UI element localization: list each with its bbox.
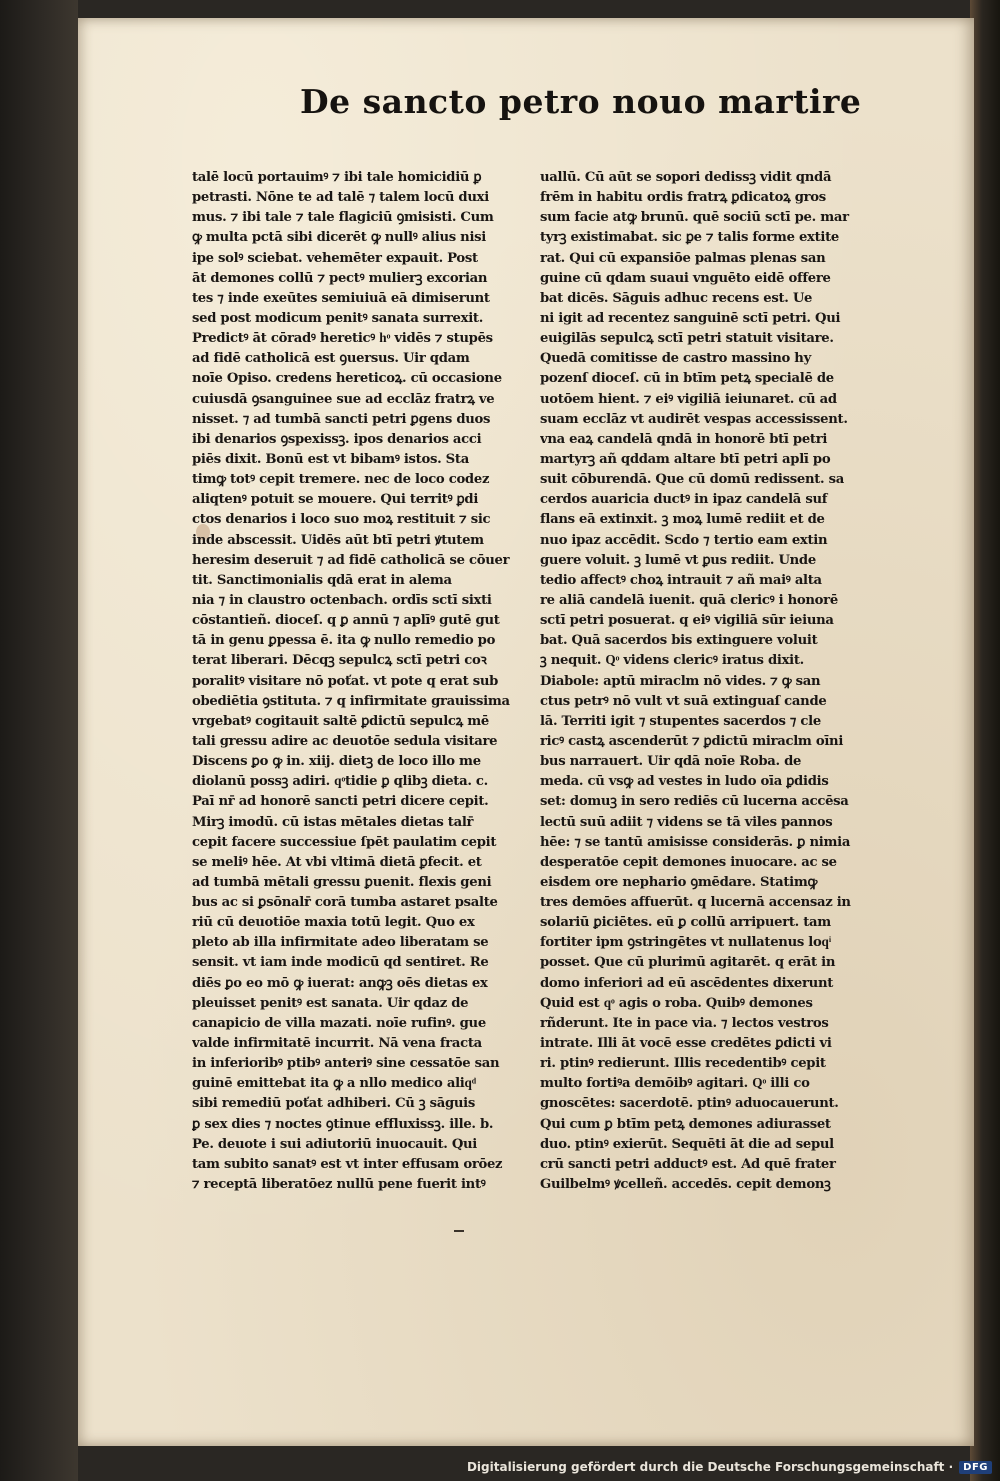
text-line: se meliꝰ hēe. At vbi vltimā dietā ꝑfecit. et — [192, 854, 482, 870]
text-line: uotōem hient. ⁊ eiꝰ vigiliā ieiunaret. cū ad — [540, 391, 837, 407]
text-line: nisset. ⁊ ad tumbā sancti petri ꝑgens duos — [192, 411, 491, 427]
text-line: suam ecclāz vt audirēt vespas accessissent. — [540, 411, 848, 427]
text-line: ꝑ sex dies ⁊ noctes ꝯtinue effluxissꝫ. ille. b. — [192, 1116, 494, 1132]
text-line: ꝫ nequit. Qͦ videns clericꝰ iratus dixit. — [540, 653, 804, 669]
running-head: De sancto petro nouo martire — [300, 82, 862, 121]
text-line: mus. ⁊ ibi tale ⁊ tale flagiciū ꝯmisisti. Cum — [192, 210, 494, 226]
text-line: fortiter ipm ꝯstringētes vt nullatenus loqͥ — [540, 935, 831, 951]
text-line: bus narrauert. Uir qdā noīe Roba. de — [540, 754, 802, 770]
text-line: Paī nr̄ ad honorē sancti petri dicere cepit. — [192, 794, 489, 810]
text-line: ctos denarios i loco suo moꝝ restituit ⁊ sic — [192, 512, 491, 528]
text-line: vrgebatꝰ cogitauit saltē ꝑdictū sepulcꝝ mē — [192, 713, 489, 729]
text-line: ad fidē catholicā est ꝯuersus. Uir qdam — [192, 351, 470, 367]
text-line: tedio affectꝰ choꝝ intrauit ⁊ añ maiꝰ alta — [540, 572, 822, 588]
text-line: vna eaꝝ candelā qndā in honorē btī petri — [540, 431, 828, 447]
text-line: ctus petrꝰ nō vult vt suā extinguaſ cande — [540, 693, 827, 709]
scan-background-left — [0, 0, 78, 1481]
text-line: eisdem ore nephario ꝯmēdare. Statimꝙ — [540, 874, 818, 890]
text-line: Quedā comitisse de castro massino hy — [540, 351, 811, 367]
text-line: Quid est qͦ agis o roba. Quibꝰ demones — [540, 995, 813, 1011]
text-line: obediētia ꝯstituta. ⁊ q infirmitate grauissima — [192, 693, 510, 709]
text-line: multo fortiꝰa demōibꝰ agitari. Qͦ illi co — [540, 1076, 810, 1092]
digitization-footer — [467, 1457, 992, 1477]
text-line: set: domuꝫ in sero rediēs cū lucerna accēsa — [540, 794, 849, 810]
text-line: guere voluit. ꝫ lumē vt ꝑus rediit. Unde — [540, 552, 816, 568]
text-line: guine cū qdam suaui vnguēto eidē offere — [540, 270, 831, 286]
text-line: domo inferiori ad eū ascēdentes dixerunt — [540, 975, 834, 991]
text-line: Mirꝫ imodū. cū istas mētales dietas talr̄ — [192, 814, 474, 830]
text-line: diolanū possꝫ adiri. qͦtidie ꝑ qlibꝫ dieta. c. — [192, 774, 488, 790]
text-line: diēs ꝑo eo mō ꝙ iuerat: anꝙꝫ oēs dietas ex — [192, 975, 488, 991]
text-line: tres demōes affuerūt. q lucernā accensaz in — [540, 895, 851, 911]
text-line: ad tumbā mētali gressu ꝑuenit. flexis geni — [192, 874, 492, 890]
text-line: Discens ꝑo ꝙ in. xiij. dietꝫ de loco illo me — [192, 754, 481, 770]
text-line: crū sancti petri adductꝰ est. Ad quē frater — [540, 1156, 836, 1172]
text-line: ri. ptinꝰ redierunt. Illis recedentibꝰ cepit — [540, 1056, 826, 1072]
text-line: duo. ptinꝰ exierūt. Sequēti āt die ad sepul — [540, 1136, 834, 1152]
text-line: lā. Territi igit ⁊ stupentes sacerdos ⁊ cle — [540, 713, 821, 729]
text-line: tyrꝫ existimabat. sic ꝑe ⁊ talis forme extite — [540, 230, 839, 246]
column-end-mark — [454, 1230, 464, 1232]
text-line: canapicio de villa mazati. noīe rufinꝰ. gue — [192, 1015, 486, 1031]
text-line: nia ⁊ in claustro octenbach. ordīs sctī sixti — [192, 592, 492, 608]
text-column-left — [192, 168, 528, 1195]
text-line: pleuisset penitꝰ est sanata. Uir qdaz de — [192, 995, 469, 1011]
text-line: meda. cū vsꝙ ad vestes in ludo oīa ꝑdidis — [540, 774, 829, 790]
text-line: gnoscētes: sacerdotē. ptinꝰ aduocauerunt. — [540, 1096, 839, 1112]
text-line: Pe. deuote i sui adiutoriū inuocauit. Qui — [192, 1136, 478, 1152]
footer-text: Digitalisierung gefördert durch die Deutsche Forschungsgemeinschaft · — [466, 1460, 954, 1474]
text-line: sensit. vt iam inde modicū qd sentiret. Re — [192, 955, 489, 971]
text-line: bat. Quā sacerdos bis extinguere voluit — [540, 633, 818, 649]
text-line: sed post modicum penitꝰ sanata surrexit. — [192, 310, 484, 326]
text-line: uallū. Cū aūt se sopori dedissꝫ vidit qndā — [540, 170, 832, 185]
text-line: pozenſ dioceſ. cū in btīm petꝝ specialē de — [540, 371, 834, 387]
text-line: nuo ipaz accēdit. Scdo ⁊ tertio eam extin — [540, 532, 828, 548]
text-line: desperatōe cepit demones inuocare. ac se — [540, 854, 837, 870]
text-line: ricꝰ castꝝ ascenderūt ⁊ ꝑdictū miraclm oīni — [540, 733, 844, 749]
text-line: cuiusdā ꝯsanguinee sue ad ecclāz fratrꝝ ve — [192, 391, 495, 407]
text-line: frēm in habitu ordis fratrꝝ ꝑdicatoꝝ gros — [540, 190, 826, 206]
text-line: āt demones collū ⁊ pectꝰ mulierꝫ excorian — [192, 270, 488, 286]
text-line: cōstantieñ. dioceſ. q ꝑ annū ⁊ aplīꝰ gutē gut — [192, 613, 500, 629]
text-line: Predictꝰ āt cōradꝰ hereticꝰ hͦ vidēs ⁊ stupēs — [192, 331, 493, 347]
text-line: lectū suū adiit ⁊ videns se tā viles pannos — [540, 814, 833, 830]
text-line: rat. Qui cū expansiōe palmas plenas san — [540, 250, 826, 266]
text-line: hēe: ⁊ se tantū amisisse considerās. ꝑ nimia — [540, 834, 851, 850]
text-line: heresim deseruit ⁊ ad fidē catholicā se cōuer — [192, 552, 510, 568]
text-line: piēs dixit. Bonū est vt bibamꝰ istos. Sta — [192, 451, 469, 467]
text-line: noīe Opiso. credens hereticoꝝ. cū occasione — [192, 371, 502, 387]
text-line: tali gressu adire ac deuotōe sedula visitare — [192, 733, 498, 749]
text-line: ni igit ad recentez sanguinē sctī petri. Qui — [540, 310, 841, 326]
text-line: flans eā extinxit. ꝫ moꝝ lumē rediit et de — [540, 512, 825, 528]
text-line: intrate. Illi āt vocē esse credētes ꝑdicti vi — [540, 1036, 832, 1052]
text-line: terat liberari. Dēcqꝫ sepulcꝝ sctī petri coꝛ — [192, 653, 487, 669]
text-line: ipe solꝰ sciebat. vehemēter expauit. Post — [192, 250, 478, 266]
text-line: poralitꝰ visitare nō poťat. vt pote q erat sub — [192, 673, 499, 689]
text-line: martyrꝫ añ qddam altare btī petri aplī po — [540, 451, 831, 467]
text-line: valde infirmitatē incurrit. Nā vena fracta — [192, 1036, 482, 1052]
text-line: posset. Que cū plurimū agitarēt. q erāt in — [540, 955, 836, 971]
text-line: rñderunt. Ite in pace via. ⁊ lectos vestros — [540, 1015, 829, 1031]
text-line: ꝙ multa pctā sibi dicerēt ꝙ nullꝰ alius nisi — [192, 230, 486, 246]
text-line: sctī petri posuerat. q eiꝰ vigiliā sūr ieiuna — [540, 613, 834, 629]
text-line: sum facie atꝙ brunū. quē sociū sctī pe. mar — [540, 210, 849, 226]
text-line: riū cū deuotiōe maxia totū legit. Quo ex — [192, 915, 475, 931]
text-line: tā in genu ꝑpessa ē. ita ꝙ nullo remedio po — [192, 633, 496, 649]
text-line: talē locū portauimꝰ ⁊ ibi tale homicidiū ꝑ — [192, 170, 482, 185]
dfg-logo: DFG — [959, 1461, 992, 1474]
text-line: pleto ab illa infirmitate adeo liberatam se — [192, 935, 489, 951]
text-line: tam subito sanatꝰ est vt inter effusam orōez — [192, 1156, 503, 1172]
text-line: tes ⁊ inde exeūtes semiuiuā eā dimiserunt — [192, 290, 490, 306]
text-line: in inferioribꝰ ptibꝰ anteriꝰ sine cessatōe san — [192, 1056, 500, 1072]
text-line: petrasti. Nōne te ad talē ⁊ talem locū duxi — [192, 190, 489, 206]
text-line: Diabole: aptū miraclm nō vides. ⁊ ꝙ san — [540, 673, 821, 689]
text-line: cerdos auaricia ductꝰ in ipaz candelā suf — [540, 492, 828, 508]
text-line: solariū ꝑiciētes. eū ꝑ collū arripuert. tam — [540, 915, 831, 931]
text-line: ibi denarios ꝯspexissꝫ. ipos denarios acci — [192, 431, 482, 447]
text-line: guinē emittebat ita ꝙ a nllo medico aliqͩ — [192, 1076, 476, 1092]
text-line: euigilās sepulcꝝ sctī petri statuit visitare. — [540, 331, 834, 347]
text-line: re aliā candelā iuenit. quā clericꝰ i honorē — [540, 592, 838, 608]
text-line: ⁊ receptā liberatōez nullū pene fuerit intꝰ — [192, 1177, 486, 1193]
text-line: sibi remediū poťat adhiberi. Cū ꝫ sāguis — [192, 1096, 476, 1112]
text-line: aliqtenꝰ potuit se mouere. Qui territꝰ ꝑdi — [192, 492, 479, 508]
text-line: timꝙ totꝰ cepit tremere. nec de loco codez — [192, 472, 490, 488]
text-line: inde abscessit. Uidēs aūt btī petri ꝟtutem — [192, 532, 484, 548]
text-column-right — [540, 168, 876, 1195]
book-edge-right — [970, 0, 1000, 1481]
text-line: suit cōburendā. Que cū domū redissent. sa — [540, 472, 844, 488]
text-line: cepit facere successiue ſpēt paulatim cepit — [192, 834, 497, 850]
text-line: Qui cum ꝑ btīm petꝝ demones adiurasset — [540, 1116, 831, 1132]
text-line: bat dicēs. Sāguis adhuc recens est. Ue — [540, 290, 813, 306]
text-line: bus ac si ꝑsōnalr̄ corā tumba astaret psalte — [192, 895, 498, 911]
text-line: Guilbelmꝰ ꝟcelleñ. accedēs. cepit demonꝫ — [540, 1177, 831, 1193]
text-line: tit. Sanctimonialis qdā erat in alema — [192, 572, 452, 588]
